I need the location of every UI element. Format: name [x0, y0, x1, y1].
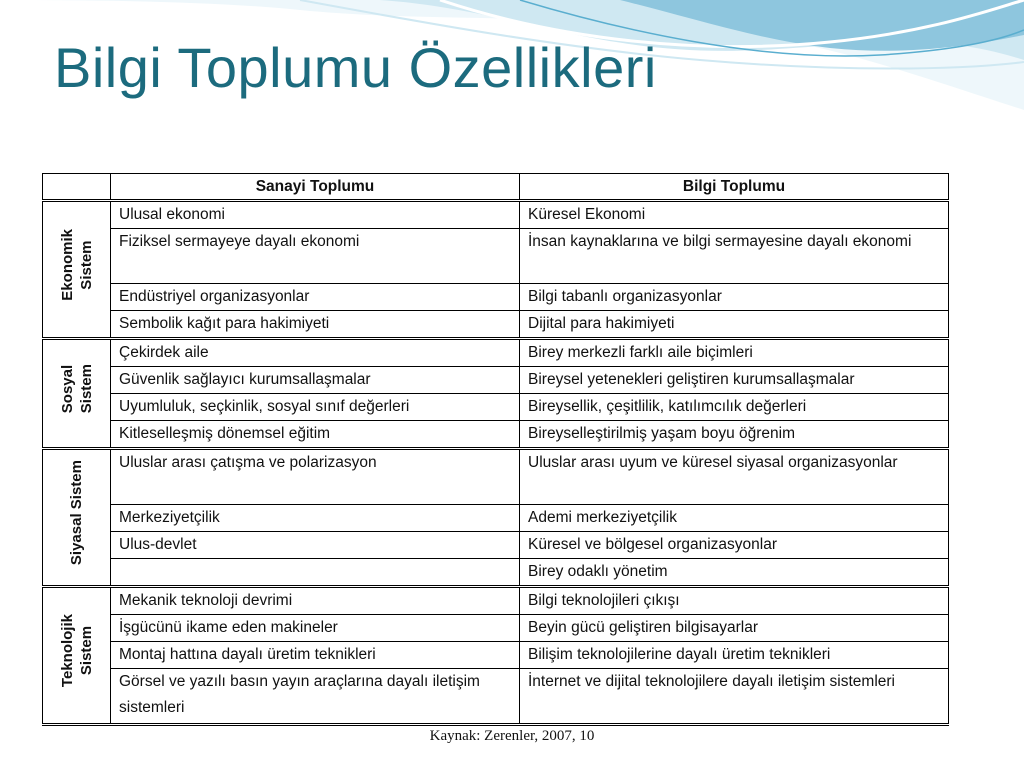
cell-sanayi-toplumu: Endüstriyel organizasyonlar [111, 284, 520, 311]
table-row [43, 505, 949, 532]
group-label-text: Teknolojik Sistem [58, 614, 95, 688]
cell-bilgi-toplumu: Küresel ve bölgesel organizasyonlar [520, 532, 949, 559]
cell-bilgi-toplumu: Bilgi teknolojileri çıkışı [520, 587, 949, 615]
cell-bilgi-toplumu: Beyin gücü geliştiren bilgisayarlar [520, 615, 949, 642]
page-title: Bilgi Toplumu Özellikleri [54, 36, 657, 99]
cell-sanayi-toplumu [111, 559, 520, 587]
source-citation: Kaynak: Zerenler, 2007, 10 [429, 728, 595, 744]
table-header-row [43, 174, 949, 201]
cell-sanayi-toplumu: Ulusal ekonomi [111, 201, 520, 229]
cell-bilgi-toplumu: Birey merkezli farklı aile biçimleri [520, 339, 949, 367]
table-row [43, 311, 949, 339]
cell-bilgi-toplumu: İnsan kaynaklarına ve bilgi sermayesine dayalı ekonomi [520, 229, 949, 284]
group-label-siyasal-sistem [43, 449, 111, 587]
cell-bilgi-toplumu: Bireyselleştirilmiş yaşam boyu öğrenim [520, 421, 949, 449]
table-row [43, 394, 949, 421]
header-bilgi-toplumu: Bilgi Toplumu [520, 174, 949, 201]
cell-bilgi-toplumu: Bilişim teknolojilerine dayalı üretim teknikleri [520, 642, 949, 669]
table-row [43, 284, 949, 311]
table-row [43, 421, 949, 449]
cell-bilgi-toplumu: Bilgi tabanlı organizasyonlar [520, 284, 949, 311]
cell-bilgi-toplumu: Bireysellik, çeşitlilik, katılımcılık değerleri [520, 394, 949, 421]
group-label-text: Siyasal Sistem [68, 460, 85, 566]
cell-bilgi-toplumu: Bireysel yetenekleri geliştiren kurumsallaşmalar [520, 367, 949, 394]
table-row [43, 587, 949, 615]
group-label-text: Ekonomik Sistem [58, 229, 95, 301]
group-label-sosyal-sistem [43, 339, 111, 449]
comparison-table [42, 173, 949, 726]
table-row [43, 559, 949, 587]
cell-bilgi-toplumu: Küresel Ekonomi [520, 201, 949, 229]
cell-sanayi-toplumu: İşgücünü ikame eden makineler [111, 615, 520, 642]
table-row [43, 201, 949, 229]
cell-bilgi-toplumu: Uluslar arası uyum ve küresel siyasal organizasyonlar [520, 449, 949, 505]
table-row [43, 669, 949, 725]
cell-sanayi-toplumu: Görsel ve yazılı basın yayın araçlarına dayalı iletişim sistemleri [111, 669, 520, 725]
cell-sanayi-toplumu: Güvenlik sağlayıcı kurumsallaşmalar [111, 367, 520, 394]
cell-sanayi-toplumu: Uyumluluk, seçkinlik, sosyal sınıf değerleri [111, 394, 520, 421]
cell-sanayi-toplumu: Ulus-devlet [111, 532, 520, 559]
cell-bilgi-toplumu: İnternet ve dijital teknolojilere dayalı iletişim sistemleri [520, 669, 949, 725]
table-body [43, 201, 949, 725]
header-empty-cell [43, 174, 111, 201]
cell-sanayi-toplumu: Montaj hattına dayalı üretim teknikleri [111, 642, 520, 669]
table-row [43, 642, 949, 669]
cell-sanayi-toplumu: Sembolik kağıt para hakimiyeti [111, 311, 520, 339]
group-label-text: Sosyal Sistem [58, 364, 95, 414]
table-row [43, 229, 949, 284]
cell-sanayi-toplumu: Uluslar arası çatışma ve polarizasyon [111, 449, 520, 505]
cell-sanayi-toplumu: Merkeziyetçilik [111, 505, 520, 532]
table-row [43, 449, 949, 505]
cell-sanayi-toplumu: Fiziksel sermayeye dayalı ekonomi [111, 229, 520, 284]
cell-bilgi-toplumu: Dijital para hakimiyeti [520, 311, 949, 339]
table-row [43, 339, 949, 367]
group-label-teknolojik-sistem [43, 587, 111, 725]
cell-sanayi-toplumu: Mekanik teknoloji devrimi [111, 587, 520, 615]
header-sanayi-toplumu: Sanayi Toplumu [111, 174, 520, 201]
group-label-ekonomik-sistem [43, 201, 111, 339]
cell-sanayi-toplumu: Kitleselleşmiş dönemsel eğitim [111, 421, 520, 449]
cell-bilgi-toplumu: Birey odaklı yönetim [520, 559, 949, 587]
cell-bilgi-toplumu: Ademi merkeziyetçilik [520, 505, 949, 532]
cell-sanayi-toplumu: Çekirdek aile [111, 339, 520, 367]
table-row [43, 615, 949, 642]
table-row [43, 367, 949, 394]
table-row [43, 532, 949, 559]
